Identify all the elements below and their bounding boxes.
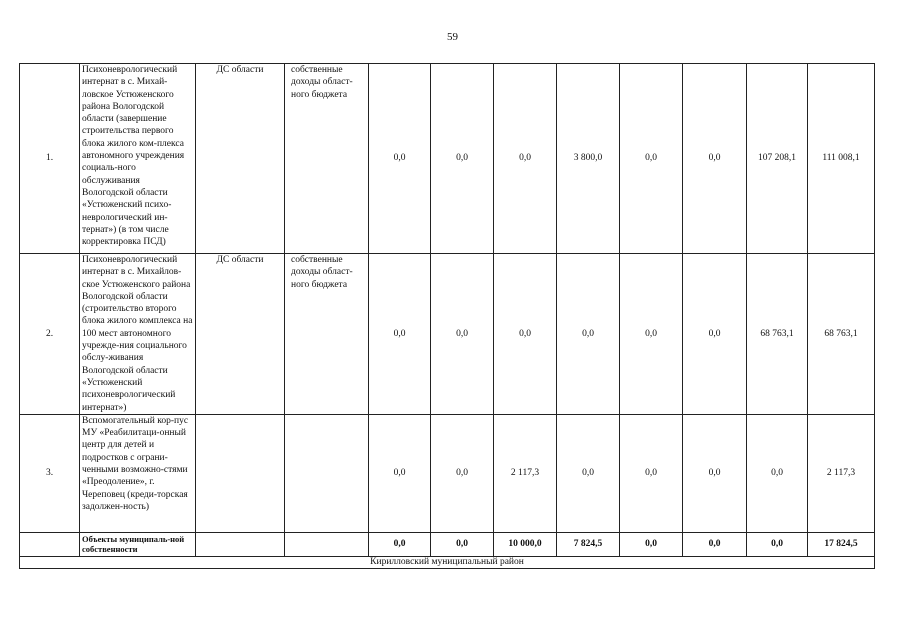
object-name: Психоневрологический интернат в с. Михайлов-ское Устюженского района Вологодской области (строительство второго блока жилого комплекса на 100 мест автономного учрежде-ния социального обслу-живания Вологодской области «Устюженский психоневрологический интернат»): [80, 254, 196, 415]
value-cell: 111 008,1: [808, 64, 875, 254]
section-title: Кирилловский муниципальный район: [20, 556, 875, 568]
page-number: 59: [447, 31, 458, 43]
funding-source: собственные доходы област-ного бюджета: [285, 64, 369, 254]
row-number: 1.: [20, 64, 80, 254]
value-cell: 3 800,0: [557, 64, 620, 254]
total-value-cell: 0,0: [620, 532, 683, 556]
total-label: Объекты муниципаль-ной собственности: [80, 532, 196, 556]
funding-source: собственные доходы област-ного бюджета: [285, 254, 369, 415]
value-cell: 68 763,1: [747, 254, 808, 415]
row-number: 2.: [20, 254, 80, 415]
value-cell: 0,0: [431, 254, 494, 415]
value-cell: 0,0: [620, 64, 683, 254]
agency-cell: ДС области: [196, 254, 285, 415]
table-row: [20, 254, 875, 415]
total-value-cell: 10 000,0: [494, 532, 557, 556]
value-cell: 0,0: [747, 414, 808, 532]
empty-cell: [20, 532, 80, 556]
value-cell: 0,0: [494, 64, 557, 254]
value-cell: 2 117,3: [808, 414, 875, 532]
value-cell: 0,0: [431, 414, 494, 532]
table-row: [20, 414, 875, 532]
object-name: Вспомогательный кор-пус МУ «Реабилитаци-онный центр для детей и подростков с ограни-ченными возможно-стями «Преодоление», г. Череповец (креди-торская задолжен-ность): [80, 414, 196, 532]
agency-cell: ДС области: [196, 64, 285, 254]
value-cell: 0,0: [683, 254, 747, 415]
total-value-cell: 0,0: [369, 532, 431, 556]
value-cell: 2 117,3: [494, 414, 557, 532]
empty-cell: [196, 532, 285, 556]
empty-cell: [285, 532, 369, 556]
value-cell: 0,0: [494, 254, 557, 415]
total-value-cell: 0,0: [683, 532, 747, 556]
value-cell: 0,0: [620, 414, 683, 532]
total-value-cell: 17 824,5: [808, 532, 875, 556]
funding-source: [285, 414, 369, 532]
value-cell: 107 208,1: [747, 64, 808, 254]
value-cell: 0,0: [683, 64, 747, 254]
value-cell: 0,0: [369, 64, 431, 254]
value-cell: 0,0: [431, 64, 494, 254]
value-cell: 0,0: [620, 254, 683, 415]
value-cell: 0,0: [369, 414, 431, 532]
object-name: Психоневрологический интернат в с. Михай-ловское Устюженского района Вологодской области (завершение строительства первого блока жилого ком-плекса автономного учреждения социаль-ного обслуживания Вологодской области «Устюженский психо-неврологический ин-тернат») (в том числе корректировка ПСД): [80, 64, 196, 254]
investment-table: [19, 63, 875, 569]
row-number: 3.: [20, 414, 80, 532]
total-row: [20, 532, 875, 556]
table-row: [20, 64, 875, 254]
total-value-cell: 7 824,5: [557, 532, 620, 556]
agency-cell: [196, 414, 285, 532]
value-cell: 0,0: [369, 254, 431, 415]
total-value-cell: 0,0: [747, 532, 808, 556]
total-value-cell: 0,0: [431, 532, 494, 556]
value-cell: 68 763,1: [808, 254, 875, 415]
value-cell: 0,0: [683, 414, 747, 532]
value-cell: 0,0: [557, 254, 620, 415]
value-cell: 0,0: [557, 414, 620, 532]
section-header-row: [20, 556, 875, 568]
